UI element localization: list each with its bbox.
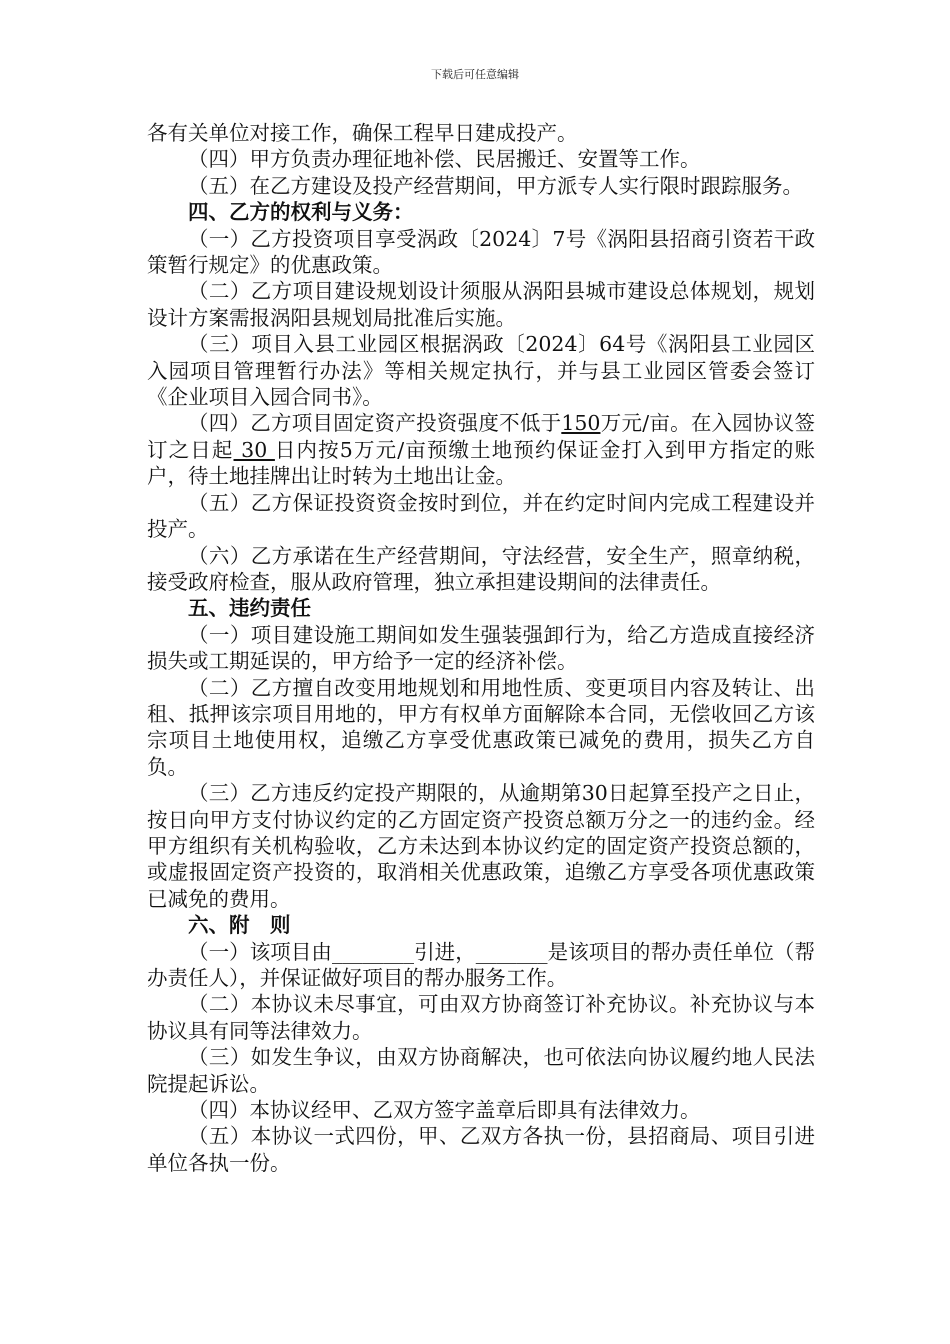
text-segment: （一）乙方投资项目享受涡政〔2024〕7号《涡阳县招商引资若干政策暂行规定》的优惠政策。 (147, 226, 815, 278)
paragraph (147, 226, 815, 279)
text-segment: （二）本协议未尽事宜，可由双方协商签订补充协议。补充协议与本协议具有同等法律效力。 (147, 992, 815, 1043)
text-segment: （五）乙方保证投资资金按时到位，并在约定时间内完成工程建设并投产。 (147, 490, 815, 542)
section-heading (147, 595, 815, 621)
page-header: 下载后可任意编辑 (431, 68, 519, 81)
section-heading (147, 912, 815, 938)
text-segment: 万元/亩。在入园协议签订之日起 (147, 411, 816, 462)
paragraph (147, 1097, 815, 1123)
paragraph (147, 278, 815, 331)
paragraph (147, 331, 815, 410)
paragraph (147, 120, 815, 146)
paragraph (147, 939, 815, 992)
text-segment: （三）乙方违反约定投产期限的，从逾期第30日起算至投产之日止，按日向甲方支付协议约定的乙方固定资产投资总额万分之一的违约金。经甲方组织有关机构验收，乙方未达到本协议约定的固定资产投资总额的，或虚报固定资产投资的，取消相关优惠政策，追缴乙方享受各项优惠政策已减免的费用。 (147, 781, 815, 911)
text-segment: 四、乙方的权利与义务： (188, 200, 414, 225)
text-segment: （三）如发生争议，由双方协商解决，也可依法向协议履约地人民法院提起诉讼。 (147, 1045, 815, 1096)
text-segment: （三）项目入县工业园区根据涡政〔2024〕64号《涡阳县工业园区入园项目管理暂行办法》等相关规定执行，并与县工业园区管委会签订《企业项目入园合同书》。 (147, 332, 815, 410)
document-body (147, 120, 815, 1176)
text-segment: 五、违约责任 (188, 596, 311, 621)
paragraph (147, 991, 815, 1044)
section-heading (147, 199, 815, 225)
text-segment: （五）在乙方建设及投产经营期间，甲方派专人实行限时跟踪服务。 (188, 173, 803, 198)
paragraph (147, 146, 815, 172)
paragraph (147, 410, 815, 489)
text-segment: （四）本协议经甲、乙双方签字盖章后即具有法律效力。 (188, 1098, 701, 1123)
text-segment: 六、附 则 (188, 913, 291, 938)
underlined-value: 30 (233, 437, 275, 462)
underlined-value: 150 (561, 411, 601, 436)
text-segment: （一）该项目由________引进，_______是该项目的帮办责任单位（帮办责任人），并保证做好项目的帮办服务工作。 (147, 939, 815, 990)
text-segment: 日内按5万元/亩预缴土地预约保证金打入到甲方指定的账户，待土地挂牌出让时转为土地出让金。 (147, 437, 816, 489)
paragraph (147, 622, 815, 675)
text-segment: （五）本协议一式四份，甲、乙双方各执一份，县招商局、项目引进单位各执一份。 (147, 1124, 815, 1175)
paragraph (147, 173, 815, 199)
paragraph (147, 1123, 815, 1176)
paragraph (147, 490, 815, 543)
paragraph (147, 543, 815, 596)
text-segment: （二）乙方项目建设规划设计须服从涡阳县城市建设总体规划，规划设计方案需报涡阳县规划局批准后实施。 (147, 279, 815, 330)
text-segment: （六）乙方承诺在生产经营期间，守法经营，安全生产，照章纳税，接受政府检查，服从政府管理，独立承担建设期间的法律责任。 (147, 543, 815, 594)
paragraph (147, 1044, 815, 1097)
text-segment: （四）乙方项目固定资产投资强度不低于 (188, 411, 562, 436)
text-segment: （一）项目建设施工期间如发生强装强卸行为，给乙方造成直接经济损失或工期延误的，甲方给予一定的经济补偿。 (147, 622, 815, 674)
paragraph (147, 675, 815, 781)
text-segment: （四）甲方负责办理征地补偿、民居搬迁、安置等工作。 (188, 147, 701, 172)
paragraph (147, 780, 815, 912)
text-segment: 各有关单位对接工作，确保工程早日建成投产。 (147, 121, 578, 145)
text-segment: （二）乙方擅自改变用地规划和用地性质、变更项目内容及转让、出租、抵押该宗项目用地的，甲方有权单方面解除本合同，无偿收回乙方该宗项目土地使用权，追缴乙方享受优惠政策已减免的费用，损失乙方自负。 (147, 675, 815, 779)
